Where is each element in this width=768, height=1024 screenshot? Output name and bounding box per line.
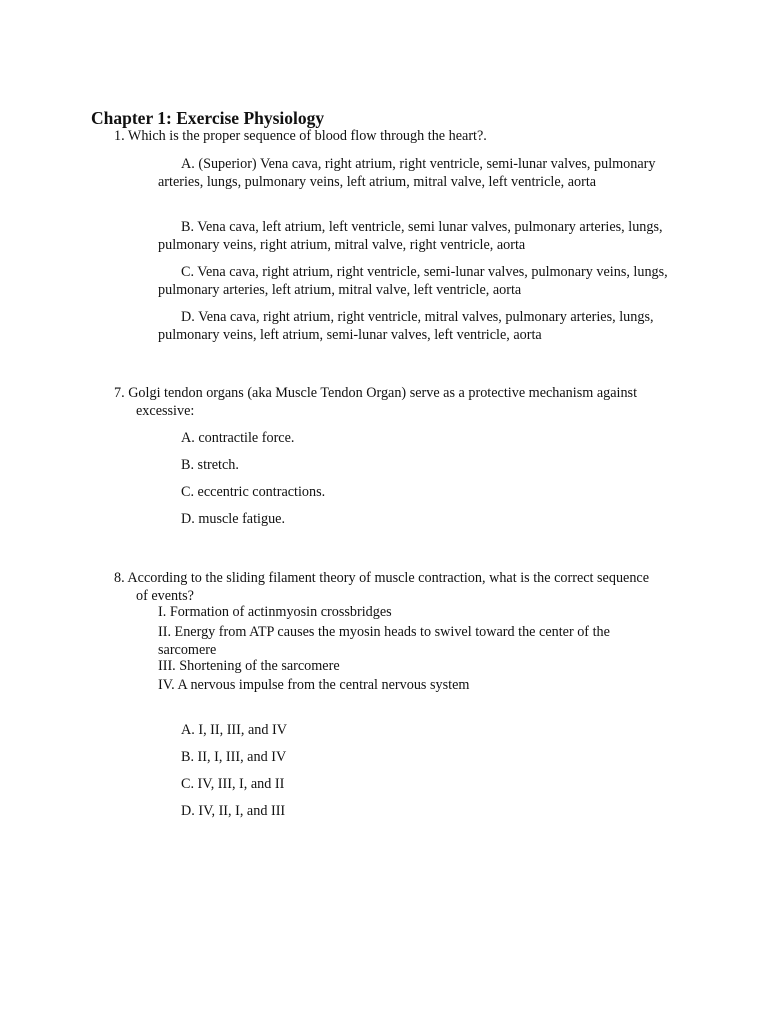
question-8-statement-1: I. Formation of actinmyosin crossbridges (158, 604, 392, 620)
question-1-stem: 1. Which is the proper sequence of blood flow through the heart?. (114, 128, 487, 144)
question-7-option-c: C. eccentric contractions. (181, 484, 326, 500)
question-7-stem: 7. Golgi tendon organs (aka Muscle Tendon Organ) serve as a protective mechanism against excessive: (114, 385, 638, 419)
question-1-option-b: B. Vena cava, left atrium, left ventricle, semi lunar valves, pulmonary arteries, lungs, pulmonary veins, right atrium, mitral valve, right ventricle, aorta (158, 219, 663, 253)
question-8-option-c: C. IV, III, I, and II (181, 776, 285, 792)
question-8-statement-3: III. Shortening of the sarcomere (158, 658, 340, 674)
question-8-stem: 8. According to the sliding filament theory of muscle contraction, what is the correct sequence of events? (114, 570, 650, 604)
chapter-title: Chapter 1: Exercise Physiology (91, 108, 325, 128)
question-7-option-b: B. stretch. (181, 457, 239, 473)
question-7-option-a: A. contractile force. (181, 430, 295, 446)
question-8-statement-2: II. Energy from ATP causes the myosin heads to swivel toward the center of the sarcomere (158, 624, 610, 658)
question-7-option-d: D. muscle fatigue. (181, 511, 286, 527)
question-8-option-a: A. I, II, III, and IV (181, 722, 287, 738)
question-8-statement-4: IV. A nervous impulse from the central nervous system (158, 677, 470, 693)
question-1-option-a: A. (Superior) Vena cava, right atrium, right ventricle, semi-lunar valves, pulmonary arteries, lungs, pulmonary veins, left atrium, mitral valve, left ventricle, aorta (158, 156, 656, 190)
question-1-option-d: D. Vena cava, right atrium, right ventricle, mitral valves, pulmonary arteries, lungs, pulmonary veins, left atrium, semi-lunar valves, left ventricle, aorta (158, 309, 654, 343)
question-8-option-d: D. IV, II, I, and III (181, 803, 286, 819)
question-1-option-c: C. Vena cava, right atrium, right ventricle, semi-lunar valves, pulmonary veins, lungs, pulmonary arteries, left atrium, mitral valve, left ventricle, aorta (158, 264, 668, 298)
question-8-option-b: B. II, I, III, and IV (181, 749, 287, 765)
